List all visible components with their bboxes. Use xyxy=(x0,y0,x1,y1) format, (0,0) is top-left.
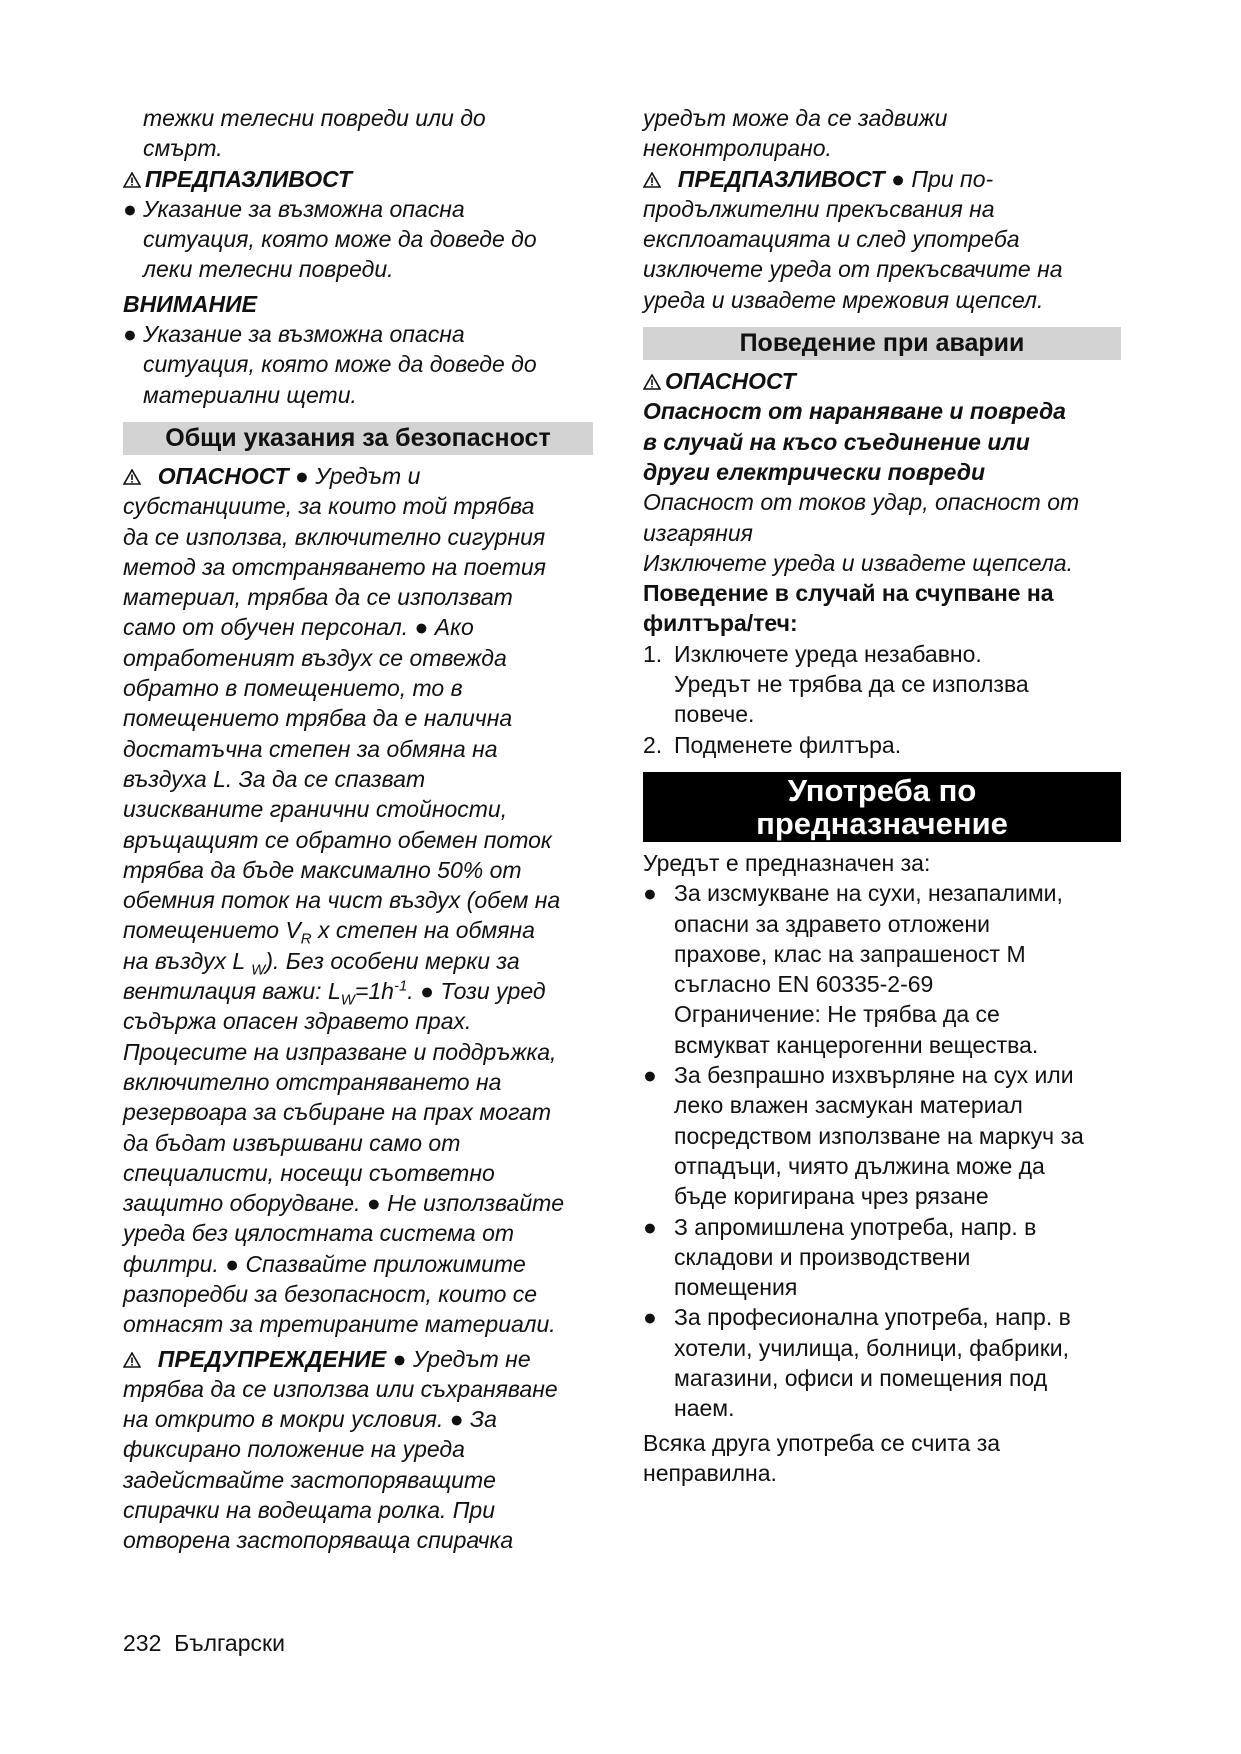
text-line: уреда и извадете мрежовия щепсел. xyxy=(643,286,1044,313)
step-number: 1. xyxy=(643,640,663,667)
left-column xyxy=(123,103,593,1556)
text-line: ситуация, която може да доведе до xyxy=(143,226,537,253)
bullet-icon: ● xyxy=(643,1213,657,1240)
text-line: повече. xyxy=(674,701,755,728)
text-line: фиксирано положение на уреда xyxy=(123,1436,465,1463)
text-line: За безпрашно изхвърляне на сух или xyxy=(674,1062,1074,1089)
text-line: метод за отстраняването на поетия xyxy=(123,553,546,580)
text-line: отнасят за третираните материали. xyxy=(123,1311,556,1338)
footer-language: Български xyxy=(174,1630,285,1656)
warning-triangle-icon xyxy=(643,374,661,390)
danger-heading: ОПАСНОСТ xyxy=(643,366,1121,396)
filter-heading: Поведение в случай на счупване на xyxy=(643,580,1054,607)
step-item xyxy=(643,639,1121,730)
text-line: Уредът е предназначен за: xyxy=(643,849,931,876)
text-line: субстанциите, за които той трябва xyxy=(123,493,535,520)
danger-paragraph xyxy=(123,491,593,1339)
bullet-icon: ● xyxy=(123,195,137,222)
list-item xyxy=(123,194,593,285)
text-line: складови и производствени xyxy=(674,1243,971,1270)
right-column xyxy=(643,103,1121,1488)
page-number: 232 xyxy=(123,1630,162,1656)
warning-label: ПРЕДУПРЕЖДЕНИЕ xyxy=(157,1345,387,1372)
text-line: резервоара за събиране на прах могат xyxy=(123,1099,552,1126)
list-item xyxy=(643,1212,1121,1303)
section-title-safety: Общи указания за безопасност xyxy=(123,422,593,455)
danger-paragraph-start xyxy=(123,461,593,491)
step-item xyxy=(643,730,1121,760)
text-line: предназначение xyxy=(756,805,1008,841)
text-line: помещението $V_R$ х степен на обмяна xyxy=(123,917,535,949)
text-line: прахове, клас на запрашеност М xyxy=(674,940,1026,967)
text-line: на открито в мокри условия. ● За xyxy=(123,1406,497,1433)
warning-paragraph xyxy=(123,1374,593,1556)
warning-paragraph-start xyxy=(123,1344,593,1374)
text-line: ● Уредът не xyxy=(392,1345,531,1372)
text-line: обемния поток на чист въздух (обем на xyxy=(123,887,561,914)
text-line: изключете уреда от прекъсвачите на xyxy=(643,256,1063,283)
text-line: защитно оборудване. ● Не използвайте xyxy=(123,1190,565,1217)
list-item xyxy=(643,1060,1121,1211)
text-line: съгласно EN 60335-2-69 xyxy=(674,971,934,998)
text-line: всмукват канцерогенни вещества. xyxy=(674,1031,1039,1058)
text-line: За професионална употреба, напр. в xyxy=(674,1304,1071,1331)
caution-label: ПРЕДПАЗЛИВОСТ xyxy=(677,165,885,192)
text-line: неконтролирано. xyxy=(643,135,832,162)
text-line: Опасност от нараняване и повреда xyxy=(643,398,1066,425)
text-line: изгаряния xyxy=(643,519,753,546)
text-line: ● Уредът и xyxy=(294,462,421,489)
danger-label: ОПАСНОСТ xyxy=(157,462,289,489)
filter-heading: филтъра/теч: xyxy=(643,610,798,637)
text-line: Употреба по xyxy=(787,772,977,808)
text-line: Опасност от токов удар, опасност от xyxy=(643,489,1080,516)
text-line: в случай на късо съединение или xyxy=(643,428,1030,455)
text-line: въздуха L. За да се спазват xyxy=(123,765,426,792)
text-line: вентилация важи: $L_W=1h^{-1}$. ● Този уред xyxy=(123,977,546,1009)
list-item xyxy=(643,878,1121,1060)
text-line: Всяка друга употреба се счита за xyxy=(643,1429,1001,1456)
text-line: трябва да бъде максимално 50% от xyxy=(123,856,522,883)
text-line: задействайте застопоряващите xyxy=(123,1466,496,1493)
warning-triangle-icon xyxy=(123,172,141,188)
text-line: уреда без цялостната система от xyxy=(123,1220,515,1247)
text-line: неправилна. xyxy=(643,1459,777,1486)
text-line: да бъдат извършвани само от xyxy=(123,1129,461,1156)
text-line: Ограничение: Не трябва да се xyxy=(674,1001,1000,1028)
text-line: посредством използване на маркуч за xyxy=(674,1122,1084,1149)
page-footer xyxy=(123,1628,285,1658)
text-line: ● При по- xyxy=(891,165,994,192)
text-line: други електрически повреди xyxy=(643,458,986,485)
text-line: отворена застопоряваща спирачка xyxy=(123,1527,514,1554)
text-line: на въздух L $_W$). Без особени мерки за xyxy=(123,947,520,979)
text-line: Указание за възможна опасна xyxy=(143,321,465,348)
warning-triangle-icon xyxy=(643,172,661,188)
text-line: За изсмукване на сухи, незапалими, xyxy=(674,880,1063,907)
text-line: спирачки на водещата ролка. При xyxy=(123,1497,496,1524)
caution-heading: ПРЕДПАЗЛИВОСТ xyxy=(123,164,593,194)
text-line: леко влажен засмукан материал xyxy=(674,1092,1023,1119)
text-line: Процесите на изпразване и поддръжка, xyxy=(123,1038,557,1065)
text-line: Подменете филтъра. xyxy=(674,731,902,758)
text-line: разпоредби за безопасност, които се xyxy=(123,1280,538,1307)
section-title-intended-use xyxy=(643,772,1121,842)
attention-heading: ВНИМАНИЕ xyxy=(123,290,258,317)
text-line: бъде коригирана чрез рязане xyxy=(674,1183,989,1210)
text-line: ситуация, която може да доведе до xyxy=(143,351,537,378)
text-line: помещения xyxy=(674,1274,798,1301)
text-line: да се използва, включително сигурния xyxy=(123,523,546,550)
warning-triangle-icon xyxy=(123,1352,141,1368)
text-line: опасни за здравето отложени xyxy=(674,910,990,937)
text-line: филтри. ● Спазвайте приложимите xyxy=(123,1250,526,1277)
text-line: отработеният въздух се отвежда xyxy=(123,644,507,671)
warning-triangle-icon xyxy=(123,469,141,485)
text-line: смърт. xyxy=(143,135,223,162)
bullet-icon: ● xyxy=(643,1062,657,1089)
text-line: материални щети. xyxy=(143,381,357,408)
text-line: магазини, офиси и помещения под xyxy=(674,1364,1048,1391)
text-line: материал, трябва да се използват xyxy=(123,584,513,611)
text-line: обратно в помещението, то в xyxy=(123,675,463,702)
bullet-icon: ● xyxy=(643,1304,657,1331)
bullet-icon: ● xyxy=(643,880,657,907)
text-line: експлоатацията и след употреба xyxy=(643,226,1020,253)
text-line: изискваните гранични стойности, xyxy=(123,796,508,823)
text-line: Изключете уреда незабавно. xyxy=(674,640,982,667)
list-item xyxy=(643,1302,1121,1423)
text-line: само от обучен персонал. ● Ако xyxy=(123,614,474,641)
section-title-emergency: Поведение при аварии xyxy=(643,327,1121,360)
text-line: трябва да се използва или съхраняване xyxy=(123,1375,558,1402)
text-line: отпадъци, чиято дължина може да xyxy=(674,1152,1045,1179)
text-line: включително отстраняването на xyxy=(123,1068,502,1095)
list-item xyxy=(123,319,593,410)
text-line: помещението трябва да е налична xyxy=(123,705,513,732)
text-line: Изключете уреда и извадете щепсела. xyxy=(643,549,1073,576)
text-line: леки телесни повреди. xyxy=(143,256,394,283)
text-line: специалисти, носещи съответно xyxy=(123,1159,495,1186)
text-line: Указание за възможна опасна xyxy=(143,195,465,222)
bullet-icon: ● xyxy=(123,321,137,348)
text-line: тежки телесни повреди или до xyxy=(143,105,486,131)
caution-paragraph-start xyxy=(643,164,1121,194)
text-line: връщащият се обратно обемен поток xyxy=(123,826,552,853)
text-line: наем. xyxy=(674,1395,735,1422)
text-line: уредът може да се задвижи xyxy=(643,105,948,131)
text-line: достатъчна степен за обмяна на xyxy=(123,735,498,762)
text-line: съдържа опасен здравето прах. xyxy=(123,1008,472,1035)
text-line: хотели, училища, болници, фабрики, xyxy=(674,1334,1070,1361)
text-line: продължителни прекъсвания на xyxy=(643,195,995,222)
text-line: Уредът не трябва да се използва xyxy=(674,671,1029,698)
text-line: З апромишлена употреба, напр. в xyxy=(674,1213,1037,1240)
step-number: 2. xyxy=(643,731,663,758)
